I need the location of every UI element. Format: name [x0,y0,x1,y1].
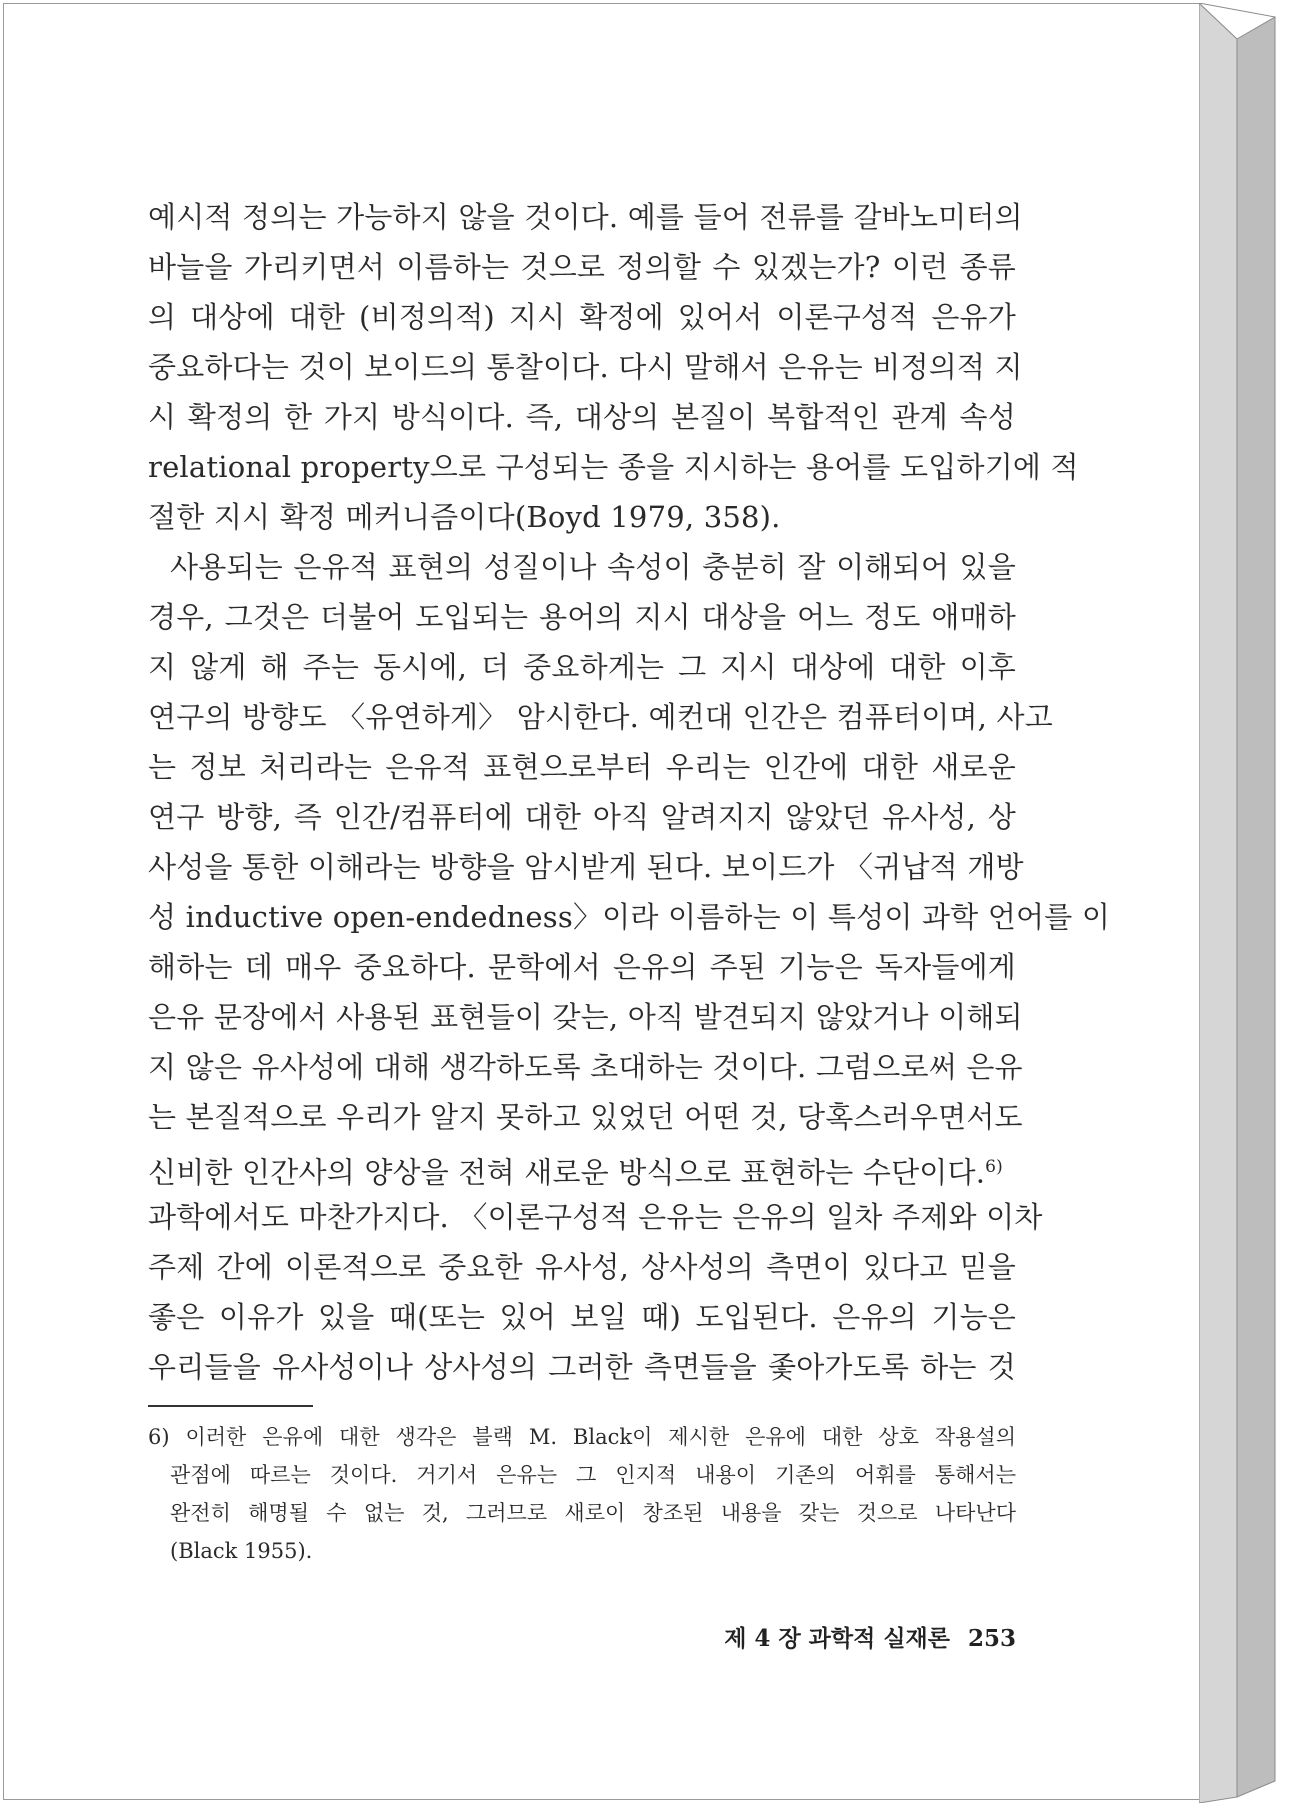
body-line: 은유 문장에서 사용된 표현들이 갖는, 아직 발견되지 않았거나 이해되 [148,1000,1023,1034]
footnote-line: 관점에 따르는 것이다. 거기서 은유는 그 인지적 내용이 기존의 어휘를 통해서는 [170,1463,1016,1487]
footnote-line: (Black 1955). [170,1539,313,1563]
body-line-with-footnote [148,1142,1016,1192]
body-line: 예시적 정의는 가능하지 않을 것이다. 예를 들어 전류를 갈바노미터의 [148,200,1023,234]
page-edge-shadow [1199,3,1293,1803]
chapter-title: 제 4 장 과학적 실재론 [724,1625,950,1652]
body-line: 연구 방향, 즉 인간/컴퓨터에 대한 아직 알려지지 않았던 유사성, 상 [148,800,1016,834]
footnote-line: 완전히 해명될 수 없는 것, 그러므로 새로이 창조된 내용을 갖는 것으로 나타난다 [170,1501,1016,1525]
body-line: 성 inductive open-endedness〉이라 이름하는 이 특성이 과학 언어를 이 [148,900,1111,934]
body-line: 사용되는 은유적 표현의 성질이나 속성이 충분히 잘 이해되어 있을 [170,550,1016,584]
body-line: 주제 간에 이론적으로 중요한 유사성, 상사성의 측면이 있다고 믿을 [148,1250,1016,1284]
body-line: 는 본질적으로 우리가 알지 못하고 있었던 어떤 것, 당혹스러우면서도 [148,1100,1023,1134]
body-line: 시 확정의 한 가지 방식이다. 즉, 대상의 본질이 복합적인 관계 속성 [148,400,1016,434]
footnote-divider [148,1405,313,1407]
body-line: 신비한 인간사의 양상을 전혀 새로운 방식으로 표현하는 수단이다. [148,1155,986,1190]
body-line: 해하는 데 매우 중요하다. 문학에서 은유의 주된 기능은 독자들에게 [148,950,1016,984]
body-line: 과학에서도 마찬가지다. 〈이론구성적 은유는 은유의 일차 주제와 이차 [148,1200,1043,1234]
body-line: 지 않게 해 주는 동시에, 더 중요하게는 그 지시 대상에 대한 이후 [148,650,1016,684]
running-footer [724,1620,1016,1653]
body-line: 중요하다는 것이 보이드의 통찰이다. 다시 말해서 은유는 비정의적 지 [148,350,1023,384]
body-line: 바늘을 가리키면서 이름하는 것으로 정의할 수 있겠는가? 이런 종류 [148,250,1016,284]
body-line: relational property으로 구성되는 종을 지시하는 용어를 도입하기에 적 [148,450,1079,484]
body-text [148,192,1111,1392]
body-line: 는 정보 처리라는 은유적 표현으로부터 우리는 인간에 대한 새로운 [148,750,1016,784]
footnote-line: 6) 이러한 은유에 대한 생각은 블랙 M. Black이 제시한 은유에 대한 상호 작용설의 [148,1425,1016,1449]
body-line: 사성을 통한 이해라는 방향을 암시받게 된다. 보이드가 〈귀납적 개방 [148,850,1024,884]
body-line: 우리들을 유사성이나 상사성의 그러한 측면들을 좇아가도록 하는 것 [148,1350,1016,1384]
footnote-marker: 6) [985,1157,1003,1177]
body-line: 좋은 이유가 있을 때(또는 있어 보일 때) 도입된다. 은유의 기능은 [148,1300,1016,1334]
body-line: 연구의 방향도 〈유연하게〉 암시한다. 예컨대 인간은 컴퓨터이며, 사고 [148,700,1053,734]
body-line: 경우, 그것은 더불어 도입되는 용어의 지시 대상을 어느 정도 애매하 [148,600,1016,634]
page-number: 253 [967,1625,1016,1652]
footnote [148,1418,1016,1570]
body-line: 의 대상에 대한 (비정의적) 지시 확정에 있어서 이론구성적 은유가 [148,300,1016,334]
body-line: 지 않은 유사성에 대해 생각하도록 초대하는 것이다. 그럼으로써 은유 [148,1050,1023,1084]
body-line: 절한 지시 확정 메커니즘이다(Boyd 1979, 358). [148,500,781,534]
